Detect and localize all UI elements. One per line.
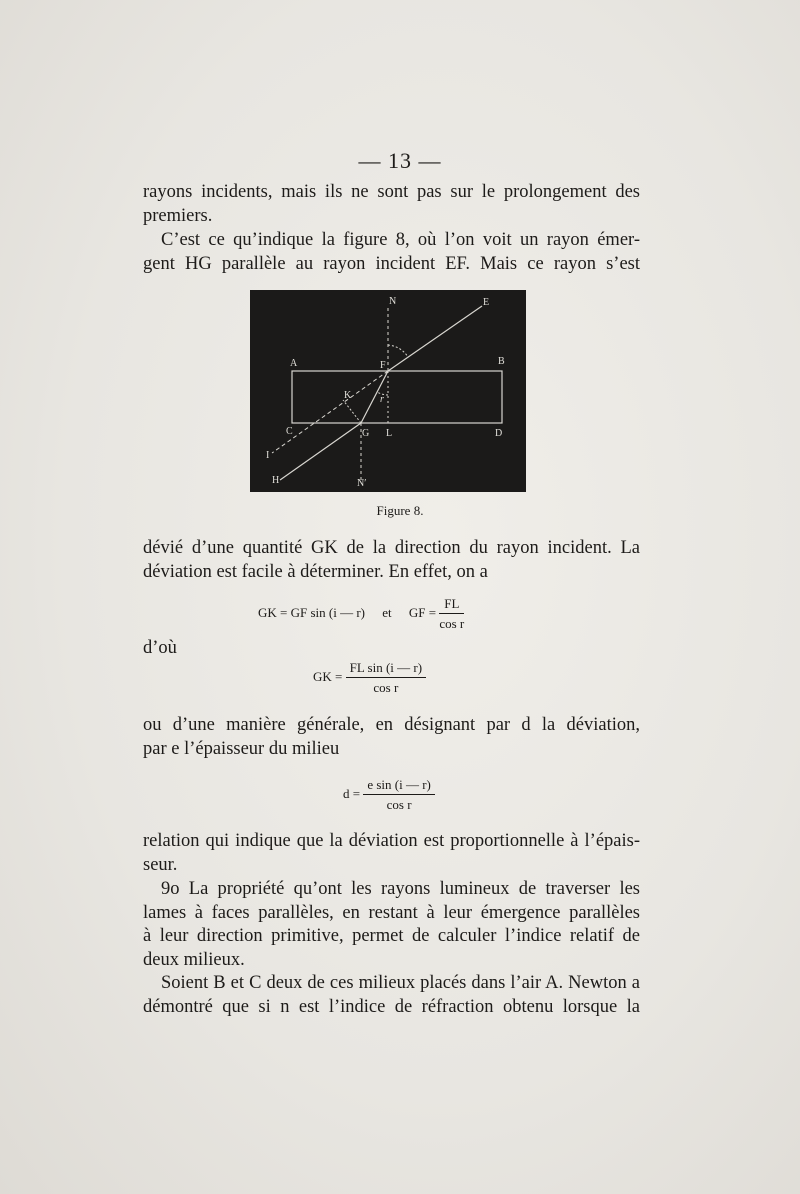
- fraction-denominator: cos r: [439, 616, 465, 631]
- label-K: K: [344, 390, 352, 401]
- paragraph-2: [143, 229, 640, 276]
- figure-8: [250, 290, 526, 492]
- label-A: A: [290, 358, 298, 369]
- label-F: F: [380, 360, 386, 371]
- refracted-ray: [361, 371, 388, 423]
- text-line: gent HG parallèle au rayon incident EF. Mais ce rayon s’est: [143, 253, 640, 274]
- text-line: à leur direction primitive, permet de calculer l’indice relatif de: [143, 926, 640, 946]
- text-line: C’est ce qu’indique la figure 8, où l’on voit un rayon émer-: [161, 230, 640, 250]
- formula-gf-lhs: GF =: [408, 604, 437, 620]
- paragraph-7: [143, 972, 640, 1019]
- formula-gk-gf: [258, 596, 464, 632]
- text-line: d’où: [143, 638, 177, 658]
- paragraph-5: [143, 830, 640, 877]
- text-line: par e l’épaisseur du milieu: [143, 738, 340, 759]
- fraction-numerator: e sin (i — r): [363, 777, 435, 795]
- deviation-gk: [343, 400, 361, 423]
- text-line: Soient B et C deux de ces milieux placés dans l’air A. Newton a: [161, 973, 640, 993]
- glass-plate: [292, 371, 502, 423]
- formula-gk-lhs: GK =: [313, 668, 343, 684]
- incident-prolongation: [272, 371, 388, 453]
- fraction-denominator: cos r: [386, 797, 412, 812]
- text-line: seur.: [143, 854, 178, 875]
- formula-gk-expression: GK = GF sin (i — r): [258, 604, 365, 620]
- incident-ray: [388, 306, 482, 371]
- fraction-numerator: FL sin (i — r): [346, 660, 426, 678]
- label-r: r: [380, 394, 384, 405]
- fraction-denominator: cos r: [373, 680, 399, 695]
- paragraph-6: [143, 878, 640, 972]
- text-line: lames à faces parallèles, en restant à leur émergence parallèles: [143, 902, 640, 923]
- text-line: deux milieux.: [143, 949, 245, 970]
- formula-gf-fraction: [439, 596, 464, 632]
- label-C: C: [286, 426, 293, 437]
- refraction-diagram: [250, 290, 526, 492]
- label-D: D: [495, 428, 503, 439]
- formula-gk-fraction: [346, 660, 426, 696]
- angle-i-arc: [388, 345, 408, 357]
- label-L: L: [386, 428, 393, 439]
- formula-d-lhs: d =: [343, 785, 361, 801]
- text-line: ou d’une manière générale, en désignant par d la déviation,: [143, 715, 640, 735]
- fraction-numerator: FL: [439, 596, 464, 614]
- text-line: dévié d’une quantité GK de la direction du rayon incident. La: [143, 538, 640, 558]
- formula-d-fraction: [363, 777, 435, 813]
- paragraph-doù: [143, 637, 640, 661]
- text-line: démontré que si n est l’indice de réfraction obtenu lorsque la: [143, 996, 640, 1017]
- label-B: B: [498, 356, 505, 367]
- formula-et: et: [382, 604, 392, 620]
- formula-d: [343, 777, 435, 813]
- text-line: déviation est facile à déterminer. En effet, on a: [143, 561, 488, 582]
- label-N: N: [389, 296, 397, 307]
- label-G: G: [362, 428, 370, 439]
- text-line: relation qui indique que la déviation est proportionnelle à l’épais-: [143, 831, 640, 851]
- label-E: E: [483, 297, 490, 308]
- paragraph-4: [143, 714, 640, 761]
- label-N-prime: N′: [357, 478, 367, 489]
- figure-caption: Figure 8.: [376, 503, 424, 518]
- page-number: — 13 —: [358, 148, 442, 173]
- paragraph-1: [143, 181, 640, 228]
- formula-gk: [313, 660, 426, 696]
- text-line: premiers.: [143, 205, 213, 226]
- paragraph-3: [143, 537, 640, 584]
- label-H: H: [272, 475, 280, 486]
- text-line: 9o La propriété qu’ont les rayons lumineux de traverser les: [161, 879, 640, 899]
- label-I: I: [266, 450, 270, 461]
- text-line: rayons incidents, mais ils ne sont pas sur le prolongement des: [143, 182, 640, 202]
